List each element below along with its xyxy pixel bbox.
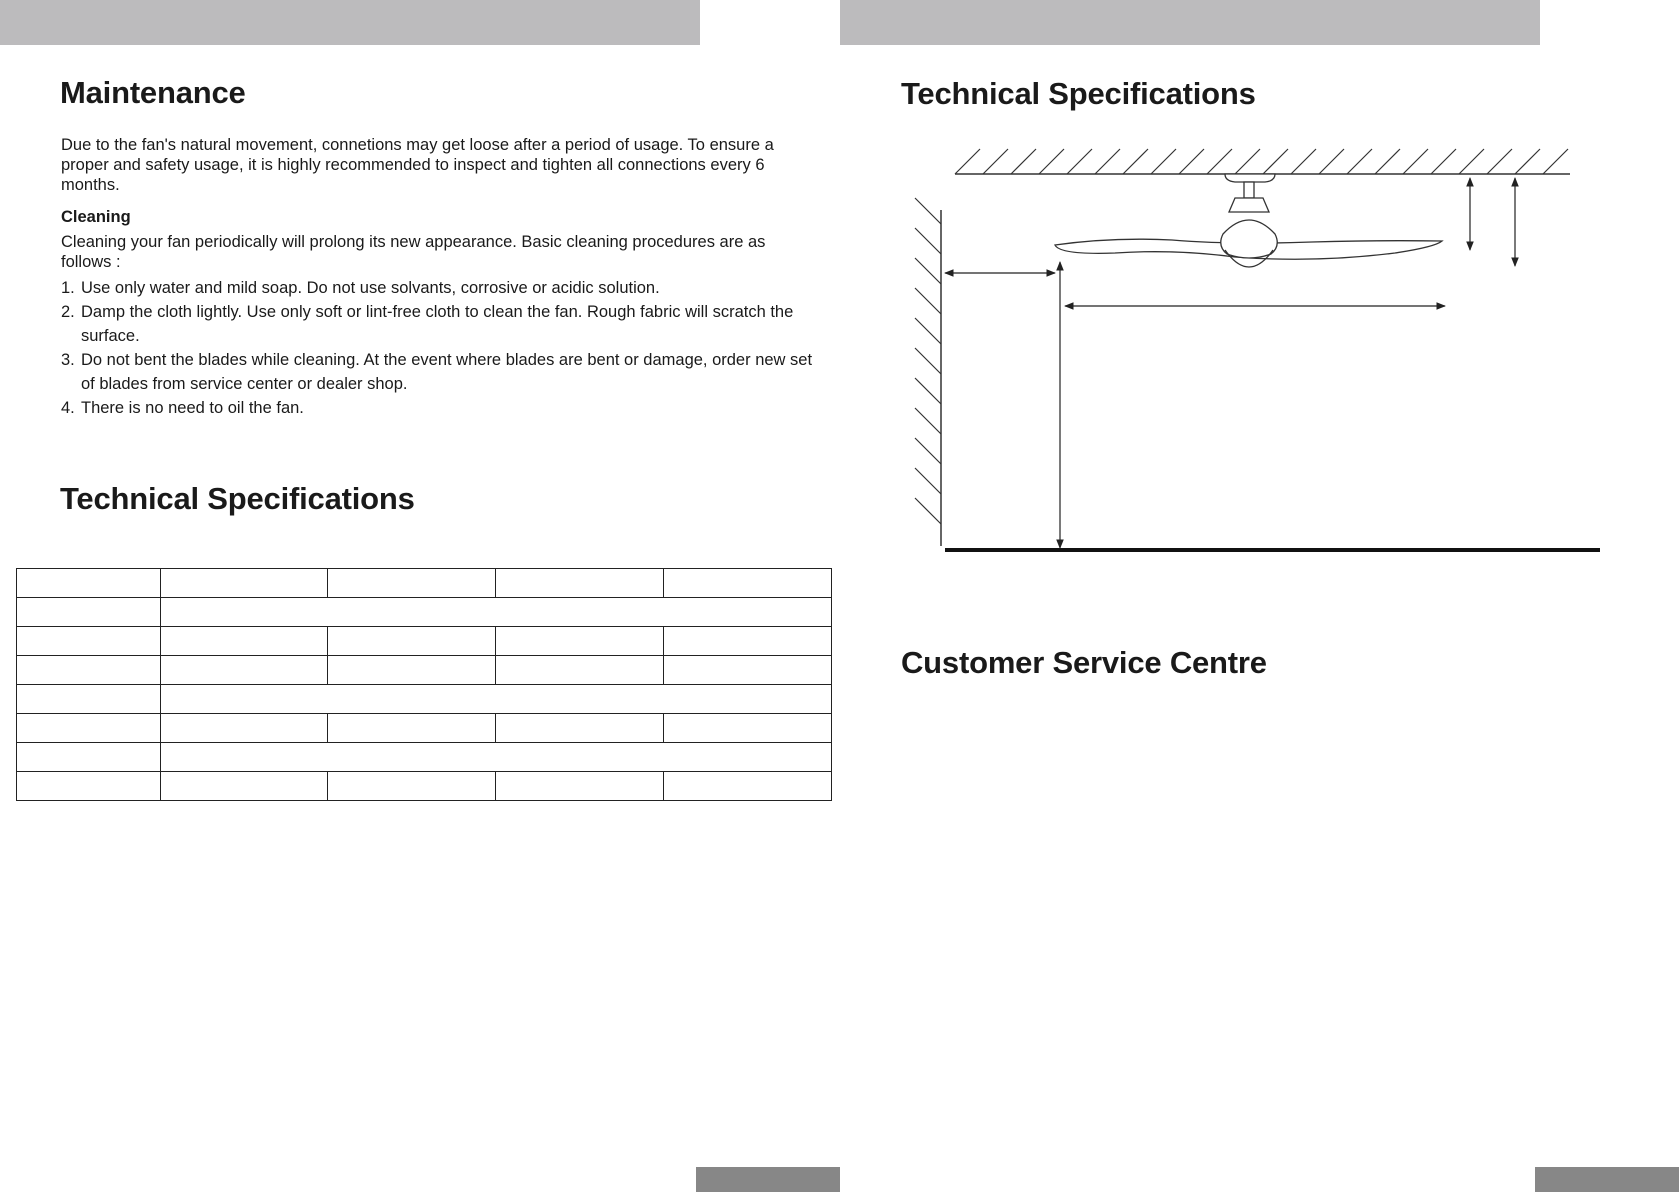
step-text: Use only water and mild soap. Do not use solvants, corrosive or acidic solution.: [81, 279, 660, 297]
cleaning-step: [61, 396, 821, 420]
left-page-header-bar: [0, 0, 700, 45]
wall-hatch-icon: [915, 198, 941, 546]
table-row: [17, 772, 832, 801]
table-cell: [496, 772, 664, 801]
table-cell: [161, 714, 328, 743]
step-number: 3.: [61, 351, 75, 369]
table-cell: [496, 627, 664, 656]
cleaning-steps-list: [61, 276, 821, 420]
ceiling-fan-clearance-diagram-icon: [905, 138, 1605, 558]
table-cell: [161, 772, 328, 801]
table-cell: [664, 714, 832, 743]
table-cell: [664, 656, 832, 685]
right-page-footer-bar: [1535, 1167, 1679, 1192]
step-text: Do not bent the blades while cleaning. At the event where blades are bent or damage, order new set of blades from service center or dealer shop.: [81, 351, 813, 393]
customer-service-title: Customer Service Centre: [901, 645, 1267, 680]
left-specs-title: Technical Specifications: [60, 481, 415, 516]
cleaning-heading: Cleaning: [61, 208, 131, 226]
table-cell: [17, 656, 161, 685]
table-cell: [328, 569, 496, 598]
table-cell: [664, 569, 832, 598]
left-page-footer-bar: [696, 1167, 840, 1192]
table-cell: [17, 685, 161, 714]
table-cell: [664, 627, 832, 656]
table-cell: [161, 627, 328, 656]
table-cell: [161, 743, 832, 772]
table-cell: [496, 569, 664, 598]
table-cell: [328, 627, 496, 656]
table-cell: [328, 772, 496, 801]
table-cell: [496, 656, 664, 685]
table-cell: [17, 598, 161, 627]
table-cell: [496, 714, 664, 743]
table-cell: [161, 685, 832, 714]
maintenance-title: Maintenance: [60, 75, 246, 110]
cleaning-step: [61, 300, 821, 348]
table-cell: [17, 714, 161, 743]
table-row: [17, 569, 832, 598]
table-row: [17, 627, 832, 656]
table-row: [17, 743, 832, 772]
right-page-header-bar: [840, 0, 1540, 45]
spec-table: [16, 568, 832, 801]
cleaning-intro: Cleaning your fan periodically will prolong its new appearance. Basic cleaning procedures are as follows :: [61, 233, 766, 271]
table-row: [17, 685, 832, 714]
table-cell: [161, 656, 328, 685]
table-row: [17, 598, 832, 627]
table-row: [17, 714, 832, 743]
step-text: Damp the cloth lightly. Use only soft or lint-free cloth to clean the fan. Rough fabric will scratch the surface.: [81, 303, 794, 345]
ceiling-fan-icon: [1055, 174, 1442, 267]
table-cell: [161, 569, 328, 598]
table-cell: [17, 627, 161, 656]
cleaning-step: [61, 276, 821, 300]
step-text: There is no need to oil the fan.: [81, 399, 304, 417]
table-cell: [161, 598, 832, 627]
table-cell: [664, 772, 832, 801]
cleaning-step: [61, 348, 821, 396]
ceiling-hatch-icon: [955, 149, 1570, 174]
right-specs-title: Technical Specifications: [901, 76, 1256, 111]
step-number: 4.: [61, 399, 75, 417]
table-cell: [328, 714, 496, 743]
table-cell: [17, 772, 161, 801]
table-cell: [17, 743, 161, 772]
table-row: [17, 656, 832, 685]
table-cell: [328, 656, 496, 685]
step-number: 1.: [61, 279, 75, 297]
maintenance-intro: Due to the fan's natural movement, connetions may get loose after a period of usage. To ensure a proper and safety usage, it is highly recommended to inspect and tighten all connections every 6 months.: [61, 136, 774, 194]
table-cell: [17, 569, 161, 598]
step-number: 2.: [61, 303, 75, 321]
